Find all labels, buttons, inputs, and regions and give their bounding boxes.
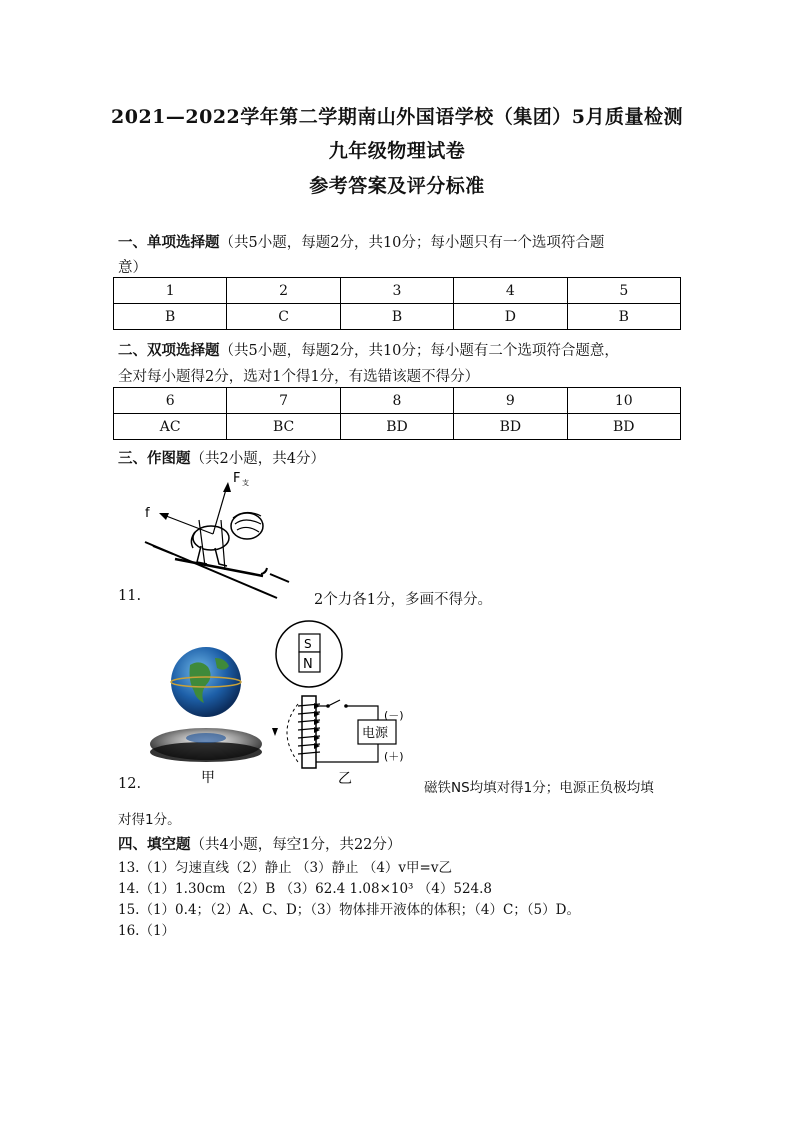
section1-desc: （共5小题，每题2分，共10分；每小题只有一个选项符合题 (219, 235, 605, 251)
section1-title: 一、单项选择题 (118, 234, 220, 251)
q15-answer: 15.（1）0.4；（2）A、C、D；（3）物体排开液体的体积；（4）C；（5）D。 (118, 902, 580, 918)
answer-cell: C (227, 304, 340, 330)
support-force-label: F (233, 471, 241, 486)
ski-tip (261, 568, 267, 574)
table-row (114, 304, 681, 330)
q12-number: 12. (118, 776, 142, 792)
answer-cell: D (454, 304, 567, 330)
section2-heading (118, 339, 619, 360)
friction-label: f (145, 506, 150, 521)
question-number: 3 (340, 278, 453, 304)
iron-core (302, 696, 316, 768)
answer-cell: B (114, 304, 227, 330)
section3-desc: （共2小题，共4分） (190, 451, 325, 467)
question-number: 2 (227, 278, 340, 304)
switch-icon (344, 704, 348, 708)
slope-dash (270, 574, 289, 582)
section4-title: 四、填空题 (118, 836, 191, 853)
friction-arrowhead (159, 513, 169, 520)
section2-answer-table (113, 387, 681, 440)
section1-desc-cont: 意） (118, 260, 147, 276)
section2-desc-cont: 全对每小题得2分，选对1个得1分，有选错该题不得分） (118, 369, 480, 385)
magnet-s-label: S (304, 637, 312, 651)
skier-leg (215, 548, 227, 566)
question-number: 10 (567, 388, 680, 414)
section4-heading (118, 833, 401, 854)
question-number: 4 (454, 278, 567, 304)
q12-scoring-note: 磁铁NS均填对得1分；电源正负极均填 (424, 780, 654, 796)
answer-cell: BD (567, 414, 680, 440)
power-supply-label: 电源 (362, 726, 389, 741)
field-arrow (272, 728, 278, 736)
section1-answer-table (113, 277, 681, 330)
exam-subtitle: 九年级物理试卷 (328, 140, 466, 162)
question-number: 8 (340, 388, 453, 414)
friction-arrow (161, 514, 213, 534)
answer-cell: AC (114, 414, 227, 440)
question-number: 6 (114, 388, 227, 414)
section1-heading (118, 231, 604, 252)
answer-cell: B (567, 304, 680, 330)
skier-force-diagram (135, 470, 305, 600)
exam-title: 2021—2022学年第二学期南山外国语学校（集团）5月质量检测 (111, 106, 683, 128)
field-line (287, 704, 298, 762)
question-number: 1 (114, 278, 227, 304)
section2-title: 二、双项选择题 (118, 342, 220, 359)
answer-cell: BD (454, 414, 567, 440)
section3-heading (118, 447, 325, 468)
question-number: 7 (227, 388, 340, 414)
answer-cell: BD (340, 414, 453, 440)
support-force-arrowhead (223, 482, 231, 492)
levitating-globe-figure (145, 640, 270, 790)
section3-title: 三、作图题 (118, 450, 191, 467)
support-force-subscript: 支 (242, 479, 249, 487)
skier-head-icon (231, 513, 263, 539)
negative-terminal-label: (－) (384, 709, 404, 722)
magnet-n-label: N (303, 657, 313, 672)
table-row (114, 278, 681, 304)
wire (316, 744, 378, 762)
table-row (114, 388, 681, 414)
answer-cell: B (340, 304, 453, 330)
slope-dash (153, 546, 173, 554)
section4-desc: （共4小题，每空1分，共22分） (190, 837, 402, 853)
wire (346, 706, 378, 720)
electromagnet-circuit-figure (268, 620, 418, 790)
table-row (114, 414, 681, 440)
q12-scoring-note-cont: 对得1分。 (118, 812, 181, 828)
question-number: 5 (567, 278, 680, 304)
q16-answer: 16.（1） (118, 923, 176, 939)
section2-desc: （共5小题，每题2分，共10分；每小题有二个选项符合题意， (219, 343, 619, 359)
answer-key-title: 参考答案及评分标准 (309, 175, 485, 197)
positive-terminal-label: (＋) (384, 750, 404, 763)
figure-yi-label: 乙 (338, 771, 352, 787)
q11-scoring-note: 2个力各1分，多画不得分。 (314, 592, 492, 608)
answer-cell: BC (227, 414, 340, 440)
q14-answer: 14.（1）1.30cm （2）B （3）62.4 1.08×10³ （4）524.8 (118, 881, 492, 897)
q13-answer: 13.（1）匀速直线（2）静止 （3）静止 （4）v甲=v乙 (118, 860, 452, 876)
question-number: 9 (454, 388, 567, 414)
figure-jia-label: 甲 (201, 770, 215, 786)
q11-number: 11. (118, 588, 142, 604)
